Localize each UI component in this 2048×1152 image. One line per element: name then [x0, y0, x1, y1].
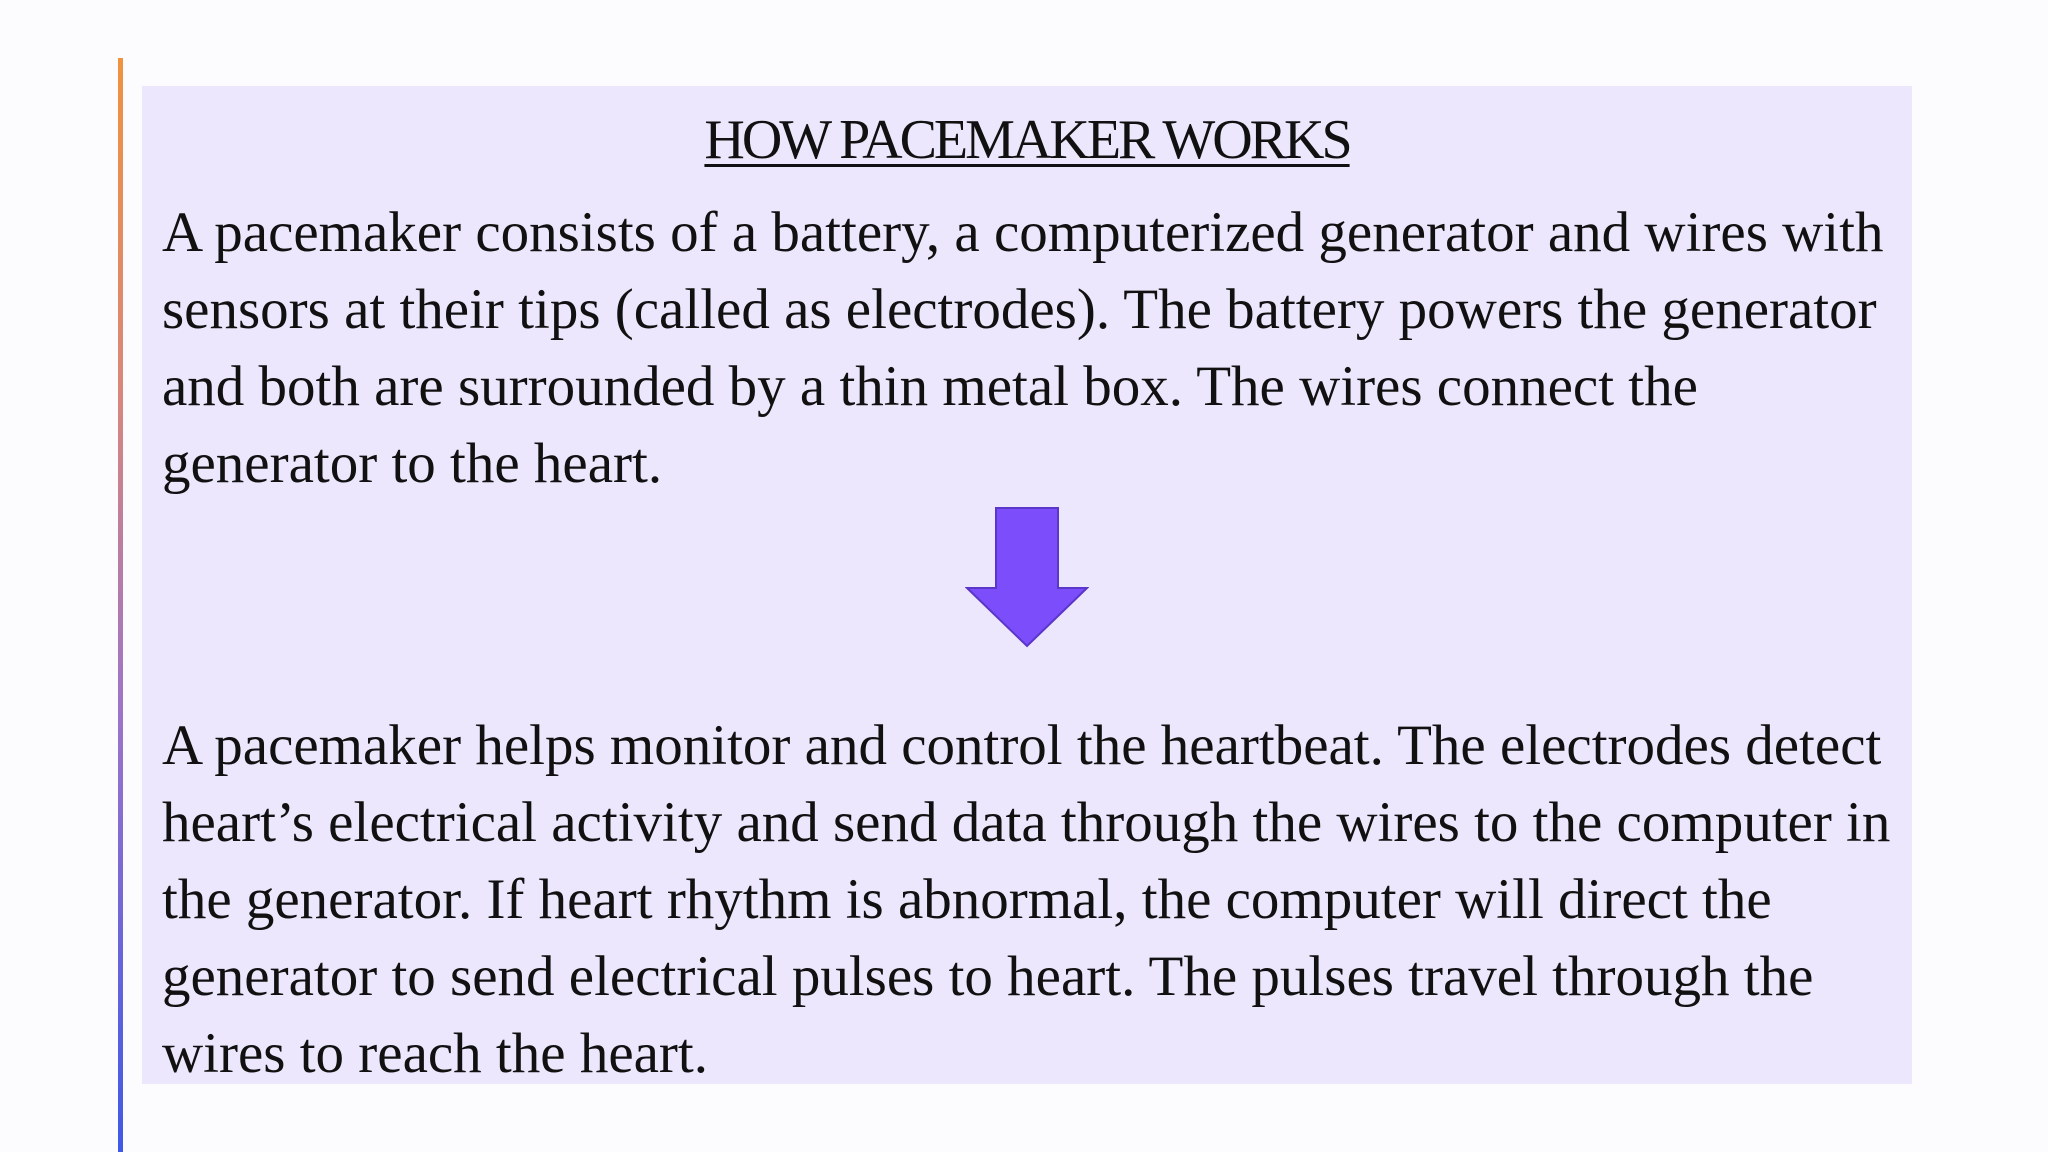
paragraph-function: A pacemaker helps monitor and control the heartbeat. The electrodes detect heart’s electrical activity and send data through the wires to the computer in the generator. If heart rhythm is abnormal, the computer will direct the generator to send electrical pulses to heart. The pulses travel through the wires to reach the heart.	[162, 714, 1891, 1085]
paragraph-components: A pacemaker consists of a battery, a computerized generator and wires with sensors at their tips (called as electrodes). The battery powers the generator and both are surrounded by a thin metal box. The wires connect the generator to the heart.	[162, 201, 1884, 495]
accent-bar	[118, 58, 123, 1152]
content-box	[142, 86, 1912, 1084]
down-arrow-icon	[965, 506, 1089, 648]
slide-title: HOW PACEMAKER WORKS	[704, 109, 1350, 171]
